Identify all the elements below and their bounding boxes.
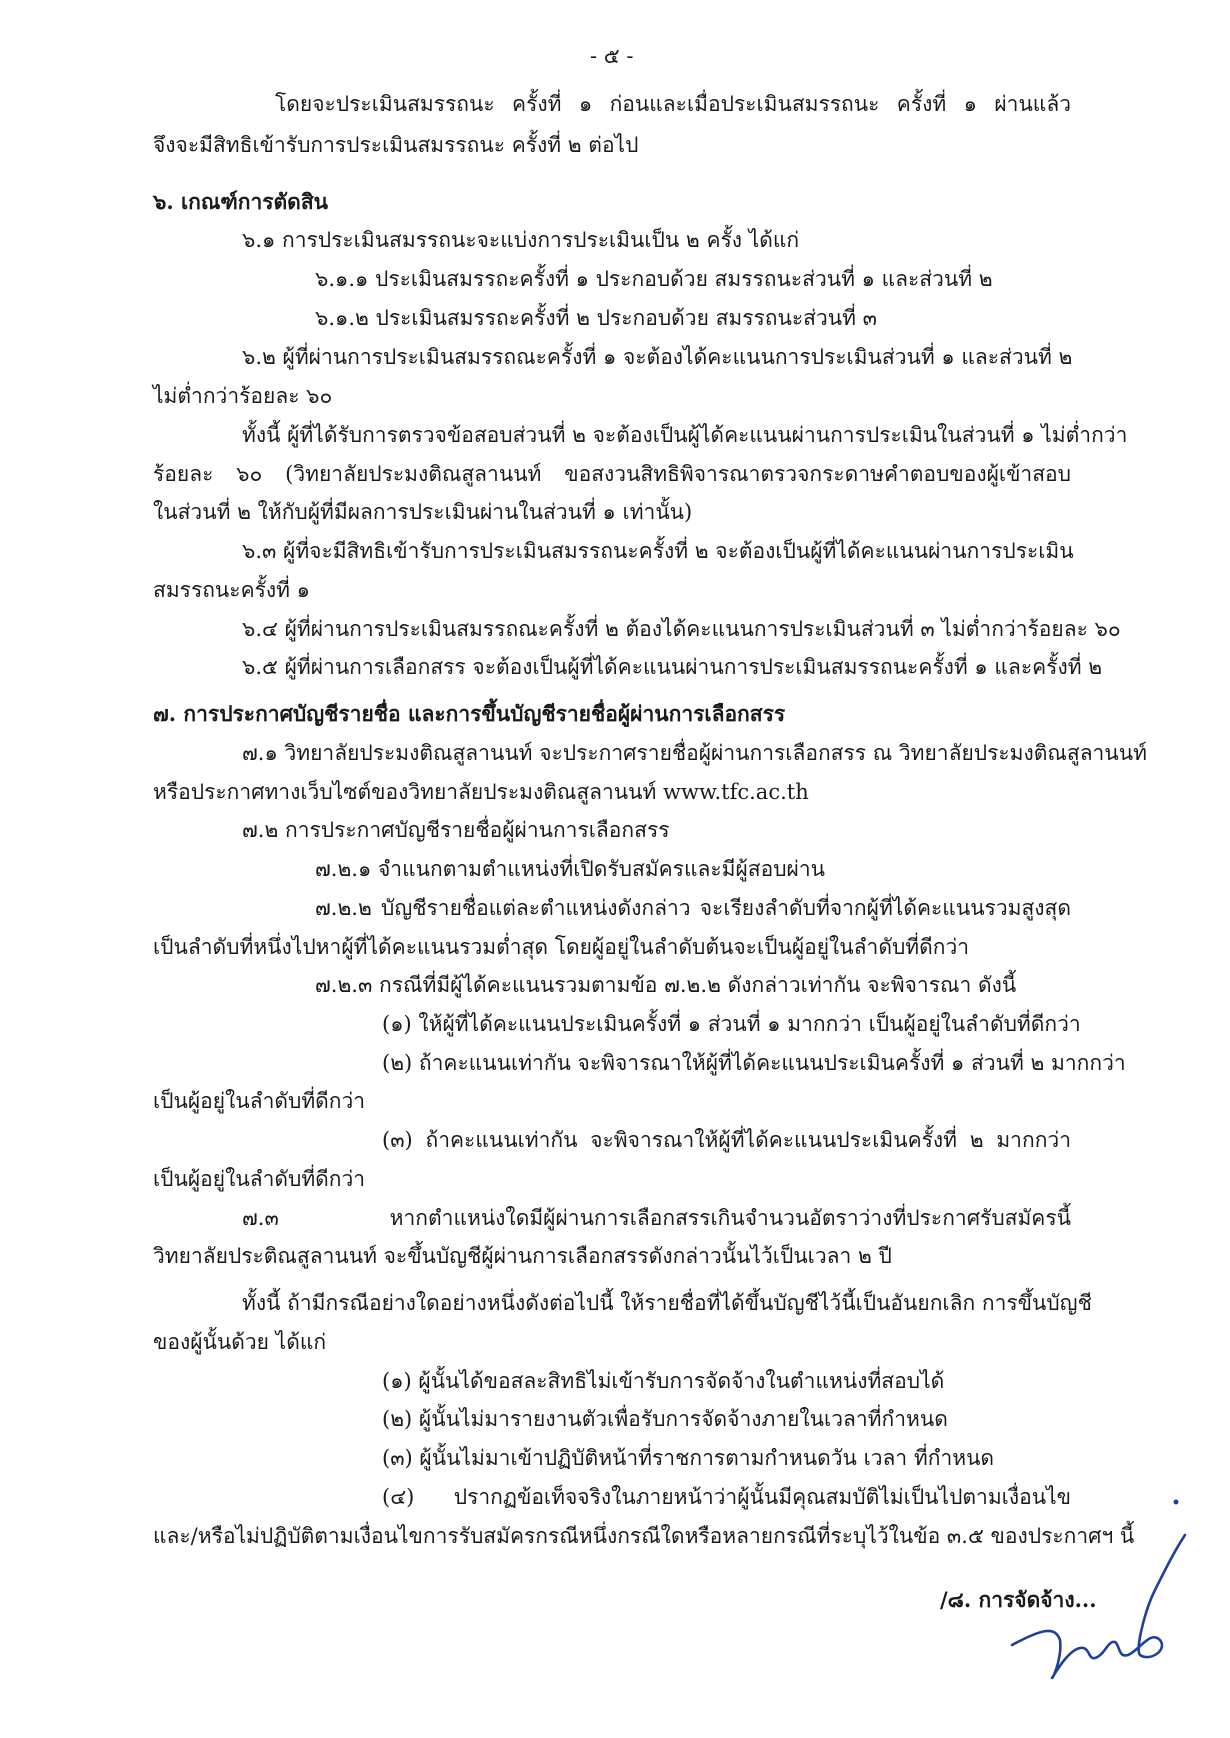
condition-cont: เป็นผู้อยู่ในลำดับที่ดีกว่า (153, 1167, 366, 1191)
condition: (๔) ปรากฏข้อเท็จจริงในภายหน้าว่าผู้นั้นมีคุณสมบัติไม่เป็นไปตามเงื่อนไข (382, 1485, 1071, 1509)
sub-clause-cont: เป็นลำดับที่หนึ่งไปหาผู้ที่ได้คะแนนรวมต่ำสุด โดยผู้อยู่ในลำดับต้นจะเป็นผู้อยู่ในลำดับที่ดีกว่า (153, 935, 970, 959)
section-heading: ๖. เกณฑ์การตัดสิน (153, 189, 328, 214)
intro-line: จึงจะมีสิทธิเข้ารับการประเมินสมรรถนะ ครั้งที่ ๒ ต่อไป (153, 133, 639, 157)
condition: (๑) ผู้นั้นได้ขอสละสิทธิไม่เข้ารับการจัดจ้างในตำแหน่งที่สอบได้ (382, 1369, 945, 1393)
clause: ๖.๕ ผู้ที่ผ่านการเลือกสรร จะต้องเป็นผู้ที่ได้คะแนนผ่านการประเมินสมรรถนะครั้งที่ ๑ และครั้งที่ ๒ (242, 655, 1103, 679)
sub-clause: ๗.๒.๓ กรณีที่มีผู้ได้คะแนนรวมตามข้อ ๗.๒.๒ ดังกล่าวเท่ากัน จะพิจารณา ดังนี้ (315, 973, 1017, 997)
note: ทั้งนี้ ถ้ามีกรณีอย่างใดอย่างหนึ่งดังต่อไปนี้ ให้รายชื่อที่ได้ขึ้นบัญชีไว้นี้เป็นอันยกเลิก การขึ้นบัญชี (242, 1291, 1092, 1315)
section-heading: ๗. การประกาศบัญชีรายชื่อ และการขึ้นบัญชีรายชื่อผู้ผ่านการเลือกสรร (153, 701, 786, 726)
condition-cont: เป็นผู้อยู่ในลำดับที่ดีกว่า (153, 1089, 366, 1113)
note: ทั้งนี้ ผู้ที่ได้รับการตรวจข้อสอบส่วนที่ ๒ จะต้องเป็นผู้ได้คะแนนผ่านการประเมินในส่วนที่ ๑ ไม่ต่ำกว่า (242, 423, 1128, 447)
condition: (๑) ให้ผู้ที่ได้คะแนนประเมินครั้งที่ ๑ ส่วนที่ ๑ มากกว่า เป็นผู้อยู่ในลำดับที่ดีกว่า (382, 1012, 1081, 1036)
intro-line: โดยจะประเมินสมรรถนะ ครั้งที่ ๑ ก่อนและเมื่อประเมินสมรรถนะ ครั้งที่ ๑ ผ่านแล้ว (275, 92, 1071, 116)
clause: ๗.๓ หากตำแหน่งใดมีผู้ผ่านการเลือกสรรเกินจำนวนอัตราว่างที่ประกาศรับสมัครนี้ (242, 1206, 1071, 1230)
sub-clause: ๗.๒.๑ จำแนกตามตำแหน่งที่เปิดรับสมัครและมีผู้สอบผ่าน (315, 857, 826, 881)
condition: (๒) ถ้าคะแนนเท่ากัน จะพิจารณาให้ผู้ที่ได้คะแนนประเมินครั้งที่ ๑ ส่วนที่ ๒ มากกว่า (382, 1051, 1126, 1075)
note: ในส่วนที่ ๒ ให้กับผู้ที่มีผลการประเมินผ่านในส่วนที่ ๑ เท่านั้น) (153, 500, 693, 524)
clause-cont: ไม่ต่ำกว่าร้อยละ ๖๐ (153, 384, 333, 408)
sub-clause: ๖.๑.๒ ประเมินสมรรถะครั้งที่ ๒ ประกอบด้วย สมรรถนะส่วนที่ ๓ (315, 306, 877, 330)
clause: ๖.๔ ผู้ที่ผ่านการประเมินสมรรถณะครั้งที่ ๒ ต้องได้คะแนนการประเมินส่วนที่ ๓ ไม่ต่ำกว่าร้อยละ ๖๐ (242, 617, 1121, 641)
signature (1000, 1490, 1200, 1690)
condition-cont: และ/หรือไม่ปฏิบัติตามเงื่อนไขการรับสมัครกรณีหนึ่งกรณีใดหรือหลายกรณีที่ระบุไว้ในข้อ ๓.๕ ของประกาศฯ นี้ (153, 1524, 1135, 1548)
clause-cont: วิทยาลัยประติณสูลานนท์ จะขึ้นบัญชีผู้ผ่านการเลือกสรรดังกล่าวนั้นไว้เป็นเวลา ๒ ปี (153, 1244, 892, 1268)
clause: ๗.๒ การประกาศบัญชีรายชื่อผู้ผ่านการเลือกสรร (242, 818, 670, 842)
clause-cont: หรือประกาศทางเว็บไซต์ของวิทยาลัยประมงติณสูลานนท์ www.tfc.ac.th (153, 780, 809, 804)
note: ของผู้นั้นด้วย ได้แก่ (153, 1330, 327, 1354)
page-number: - ๕ - (590, 44, 634, 68)
clause-cont: สมรรถนะครั้งที่ ๑ (153, 578, 310, 602)
clause: ๖.๓ ผู้ที่จะมีสิทธิเข้ารับการประเมินสมรรถนะครั้งที่ ๒ จะต้องเป็นผู้ที่ได้คะแนนผ่านการประเมิน (242, 539, 1074, 563)
continuation-note: /๘. การจัดจ้าง... (940, 1587, 1097, 1612)
condition: (๓) ถ้าคะแนนเท่ากัน จะพิจารณาให้ผู้ที่ได้คะแนนประเมินครั้งที่ ๒ มากกว่า (382, 1128, 1071, 1152)
clause: ๗.๑ วิทยาลัยประมงติณสูลานนท์ จะประกาศรายชื่อผู้ผ่านการเลือกสรร ณ วิทยาลัยประมงติณสูลานนท์ (242, 741, 1147, 765)
condition: (๒) ผู้นั้นไม่มารายงานตัวเพื่อรับการจัดจ้างภายในเวลาที่กำหนด (382, 1407, 948, 1431)
sub-clause: ๗.๒.๒ บัญชีรายชื่อแต่ละตำแหน่งดังกล่าว จะเรียงลำดับที่จากผู้ที่ได้คะแนนรวมสูงสุด (315, 896, 1071, 920)
note: ร้อยละ ๖๐ (วิทยาลัยประมงติณสูลานนท์ ขอสงวนสิทธิพิจารณาตรวจกระดาษคำตอบของผู้เข้าสอบ (153, 462, 1071, 486)
sub-clause: ๖.๑.๑ ประเมินสมรรถะครั้งที่ ๑ ประกอบด้วย สมรรถนะส่วนที่ ๑ และส่วนที่ ๒ (315, 267, 993, 291)
clause: ๖.๒ ผู้ที่ผ่านการประเมินสมรรถณะครั้งที่ ๑ จะต้องได้คะแนนการประเมินส่วนที่ ๑ และส่วนที่ ๒ (242, 345, 1073, 369)
clause: ๖.๑ การประเมินสมรรถนะจะแบ่งการประเมินเป็น ๒ ครั้ง ได้แก่ (242, 228, 800, 252)
condition: (๓) ผู้นั้นไม่มาเข้าปฏิบัติหน้าที่ราชการตามกำหนดวัน เวลา ที่กำหนด (382, 1446, 995, 1470)
